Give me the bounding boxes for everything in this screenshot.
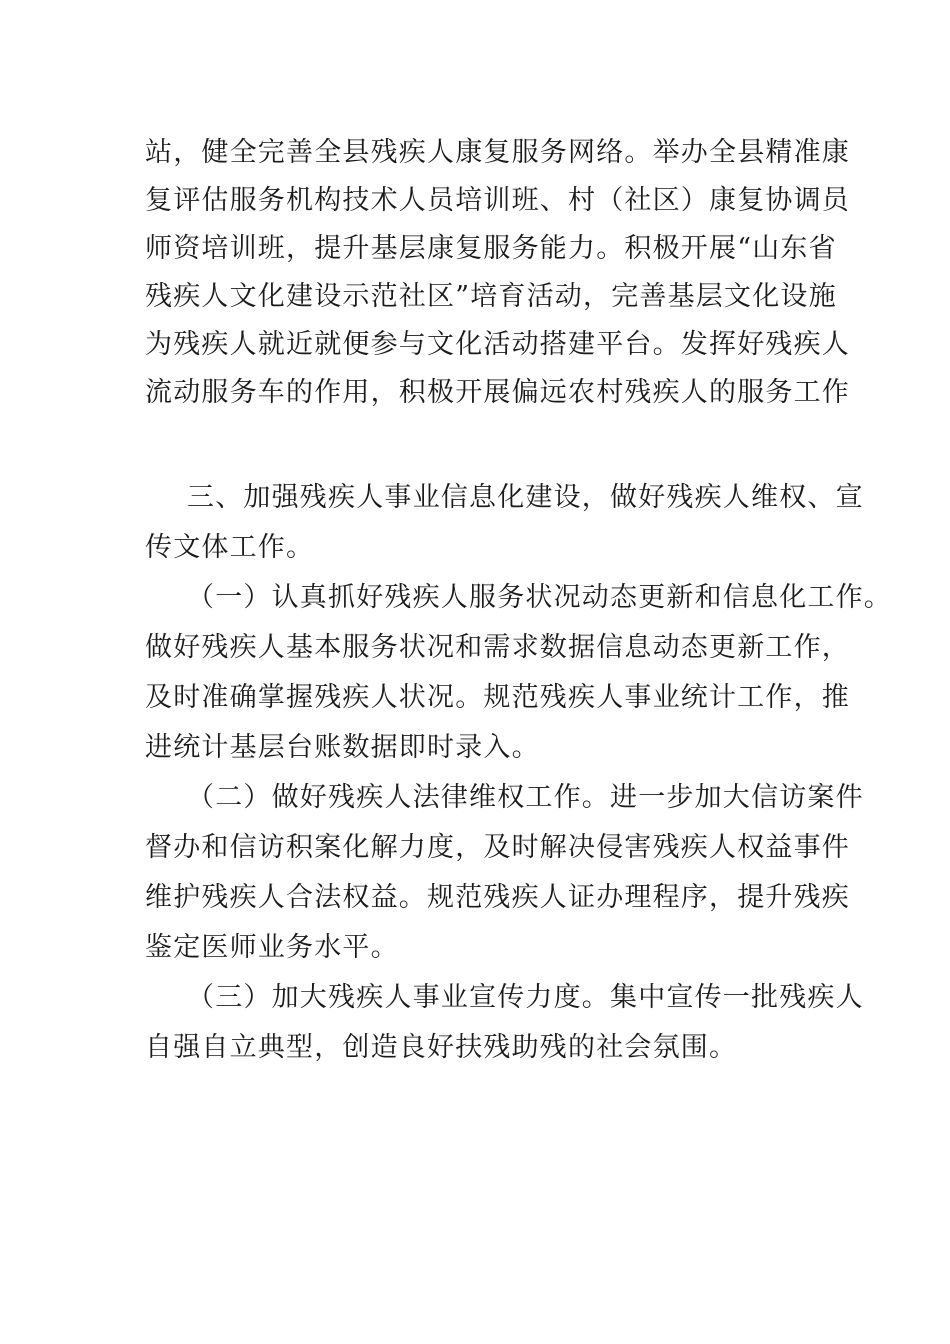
text-line: 残疾人文化建设示范社区”培育活动，完善基层文化设施 [145,281,837,312]
text-line: 进统计基层台账数据即时录入。 [145,732,540,763]
heading-line: 传文体工作。 [145,532,315,563]
text-line: （一）认真抓好残疾人服务状况动态更新和信息化工作。 [187,582,892,613]
text-line: 为残疾人就近就便参与文化活动搭建平台。发挥好残疾人 [145,329,850,360]
text-line: （二）做好残疾人法律维权工作。进一步加大信访案件 [187,782,864,813]
text-line: 站，健全完善全县残疾人康复服务网络。举办全县精准康 [145,137,850,168]
text-line: 自强自立典型，创造良好扶残助残的社会氛围。 [145,1032,738,1063]
text-line: 维护残疾人合法权益。规范残疾人证办理程序，提升残疾 [145,882,850,913]
text-line: 师资培训班，提升基层康复服务能力。积极开展“山东省 [145,233,837,264]
text-line: 督办和信访积案化解力度，及时解决侵害残疾人权益事件 [145,832,850,863]
text-line: 复评估服务机构技术人员培训班、村（社区）康复协调员 [145,185,850,216]
heading-line: 三、加强残疾人事业信息化建设，做好残疾人维权、宣 [187,482,864,513]
text-line: 及时准确掌握残疾人状况。规范残疾人事业统计工作，推 [145,682,850,713]
text-line: 鉴定医师业务水平。 [145,932,399,963]
text-line: 做好残疾人基本服务状况和需求数据信息动态更新工作， [145,632,850,663]
text-line: 流动服务车的作用，积极开展偏远农村残疾人的服务工作 [145,377,850,408]
text-line: （三）加大残疾人事业宣传力度。集中宣传一批残疾人 [187,982,864,1013]
